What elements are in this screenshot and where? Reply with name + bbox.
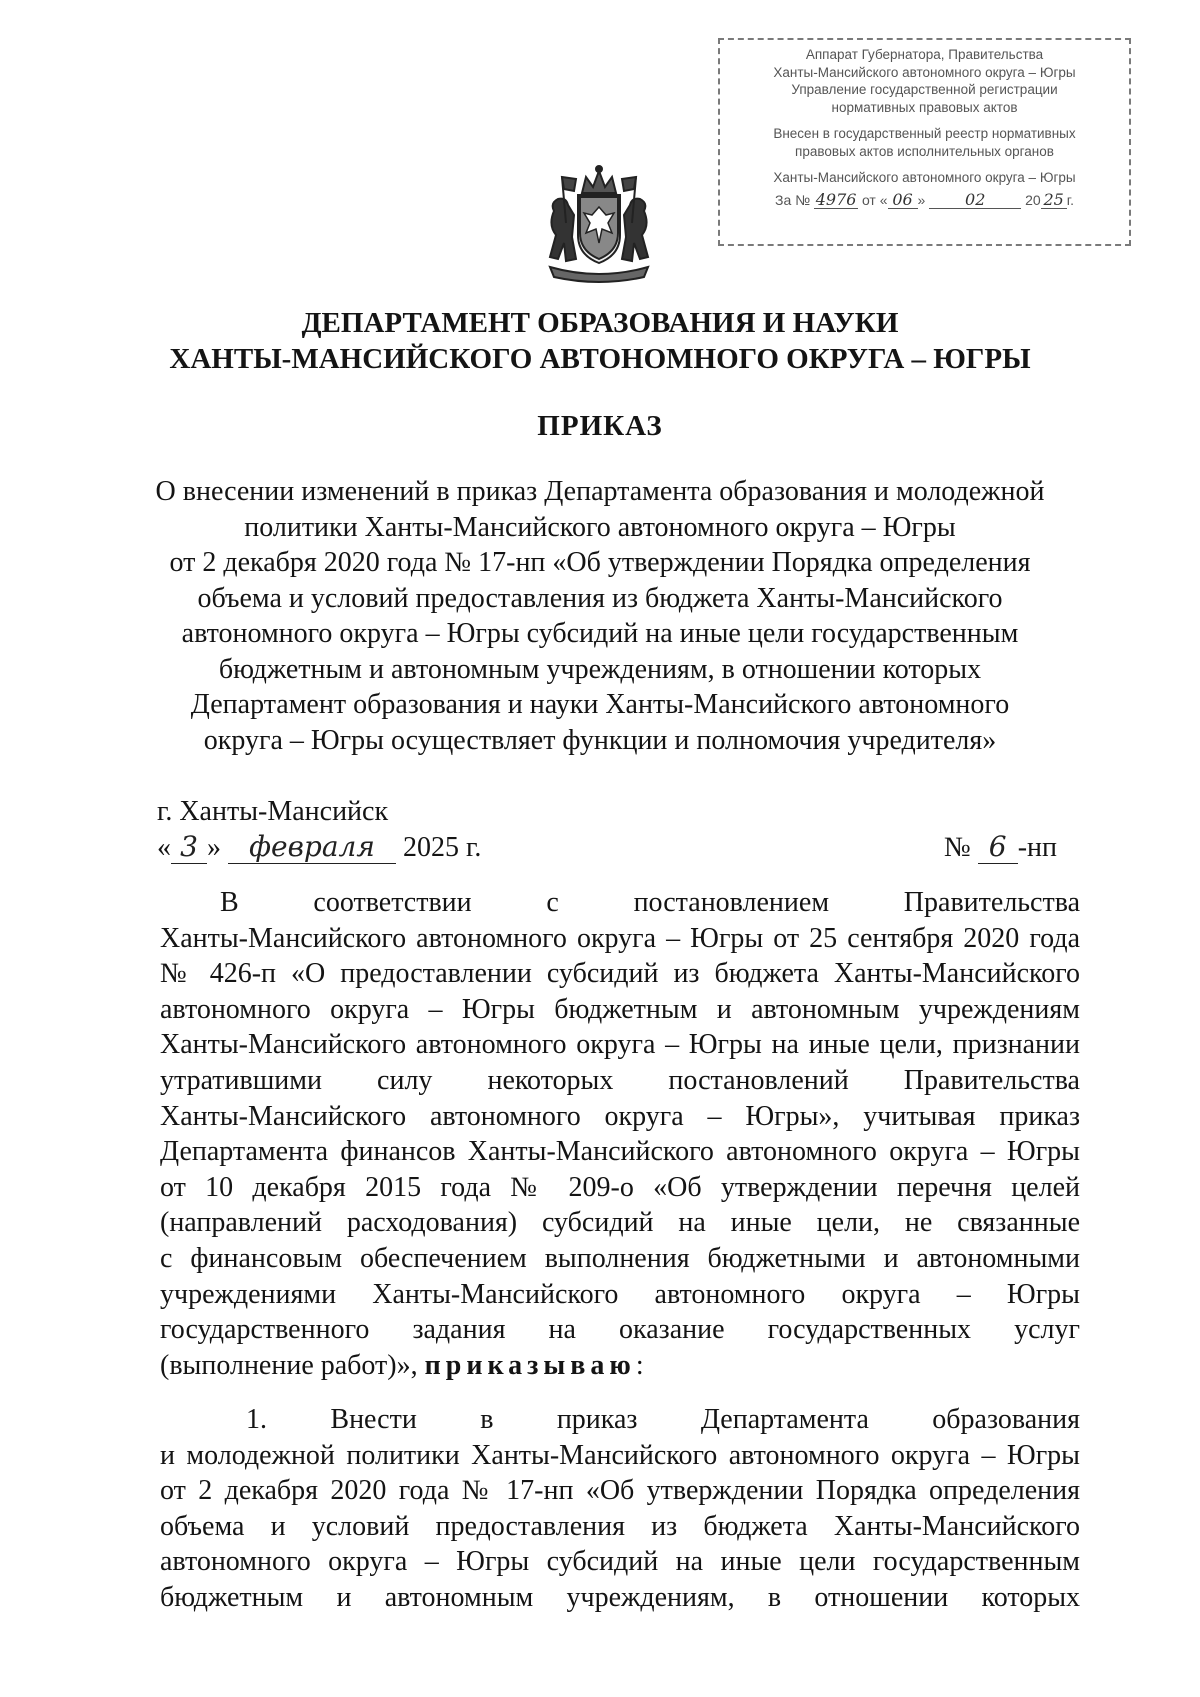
subject-line: политики Ханты-Мансийского автономного округа – Югры: [244, 511, 956, 543]
paragraph-line: Ханты-Мансийского автономного округа – Югры от 25 сентября 2020 года: [160, 922, 1080, 954]
paragraph-line: (направлений расходования) субсидий на иные цели, не связанные: [160, 1207, 1080, 1239]
stamp-reg-from: от «: [861, 191, 888, 208]
stamp-line: Аппарат Губернатора, Правительства: [805, 47, 1044, 62]
command-word: приказываю: [424, 1349, 636, 1381]
paragraph-line: от 2 декабря 2020 года № 17-нп «Об утверждении Порядка определения: [160, 1475, 1080, 1507]
paragraph-line: Ханты-Мансийского автономного округа – Югры», учитывая приказ: [160, 1100, 1080, 1132]
paragraph-line: утратившими силу некоторых постановлений Правительства: [160, 1064, 1080, 1096]
subject-line: О внесении изменений в приказ Департамента образования и молодежной: [155, 476, 1045, 507]
paragraph-line: № 426-п «О предоставлении субсидий из бюджета Ханты-Мансийского: [160, 958, 1080, 990]
number-value: 6: [978, 830, 1018, 864]
stamp-reg-prefix: За №: [775, 191, 811, 208]
subject-line: от 2 декабря 2020 года № 17-нп «Об утверждении Порядка определения: [169, 547, 1031, 578]
stamp-line: Управление государственной регистрации: [791, 82, 1058, 97]
date-day: 3: [171, 830, 207, 864]
paragraph-line: Департамента финансов Ханты-Мансийского автономного округа – Югры: [160, 1136, 1080, 1168]
date-year: 2025 г.: [403, 832, 482, 863]
stamp-line: правовых актов исполнительных органов: [795, 143, 1054, 159]
paragraph-line: (выполнение работ)»,: [160, 1349, 418, 1381]
stamp-reg-g: г.: [1066, 191, 1074, 208]
paragraph-line: автономного округа – Югры бюджетным и автономным учреждениям: [160, 993, 1080, 1025]
number-suffix: -нп: [1017, 832, 1058, 863]
stamp-line: Ханты-Мансийского автономного округа – Югры: [773, 64, 1076, 80]
subject-line: автономного округа – Югры субсидий на иные цели государственным: [181, 618, 1019, 649]
place-of-issue: г. Ханты-Мансийск: [157, 796, 389, 827]
document-type-title: ПРИКАЗ: [537, 410, 663, 442]
paragraph-line: объема и условий предоставления из бюджета Ханты-Мансийского: [160, 1510, 1080, 1542]
stamp-registration-row: [720, 191, 1129, 210]
subject-line: бюджетным и автономным учреждениям, в отношении которых: [218, 653, 982, 685]
paragraph-line: 1. Внести в приказ Департамента образования: [246, 1404, 1080, 1435]
stamp-reg-year-suffix: 25: [1041, 191, 1067, 210]
paragraph-line: от 10 декабря 2015 года № 209-о «Об утверждении перечня целей: [160, 1171, 1080, 1203]
stamp-reg-number: 4976: [815, 189, 857, 209]
stamp-line: Внесен в государственный реестр нормативных: [773, 126, 1076, 141]
order-number: [944, 830, 1057, 864]
date-close-quote: »: [207, 832, 221, 863]
stamp-reg-day: 06: [888, 191, 918, 210]
stamp-reg-close: »: [917, 191, 926, 208]
paragraph-line: учреждениями Ханты-Мансийского автономного округа – Югры: [160, 1278, 1080, 1310]
stamp-line: нормативных правовых актов: [831, 99, 1018, 115]
paragraph-last-line: [160, 1348, 1080, 1384]
preamble-paragraph: [160, 885, 1080, 1383]
item-1-paragraph: [160, 1402, 1080, 1616]
paragraph-line: государственного задания на оказание государственных услуг: [160, 1314, 1080, 1346]
stamp-reg-month: 02: [929, 191, 1021, 210]
paragraph-line: с финансовым обеспечением выполнения бюджетными и автономными: [160, 1242, 1080, 1274]
coat-of-arms-icon: [540, 163, 658, 285]
number-prefix: №: [944, 832, 971, 863]
paragraph-line: В соответствии с постановлением Правительства: [220, 887, 1080, 918]
department-title-line1: ДЕПАРТАМЕНТ ОБРАЗОВАНИЯ И НАУКИ: [301, 307, 899, 339]
date-open-quote: «: [157, 832, 171, 863]
paragraph-line: и молодежной политики Ханты-Мансийского автономного округа – Югры: [160, 1439, 1080, 1471]
paragraph-line: автономного округа – Югры субсидий на иные цели государственным: [160, 1546, 1080, 1578]
issue-date: [157, 830, 481, 864]
paragraph-line: Ханты-Мансийского автономного округа – Югры на иные цели, признании: [160, 1029, 1080, 1061]
subject-line: округа – Югры осуществляет функции и полномочия учредителя»: [203, 724, 997, 756]
date-month: февраля: [228, 830, 396, 864]
subject-line: Департамент образования и науки Ханты-Мансийского автономного: [190, 689, 1010, 720]
stamp-reg-year-prefix: 20: [1025, 191, 1041, 208]
subject-line: объема и условий предоставления из бюджета Ханты-Мансийского: [197, 582, 1003, 614]
order-subject: [120, 474, 1080, 758]
paragraph-line: бюджетным и автономным учреждениям, в отношении которых: [160, 1581, 1080, 1613]
stamp-region: Ханты-Мансийского автономного округа – Югры: [773, 170, 1076, 185]
registration-stamp: [718, 38, 1131, 246]
command-colon: :: [635, 1349, 644, 1381]
department-title-line2: ХАНТЫ-МАНСИЙСКОГО АВТОНОМНОГО ОКРУГА – ЮГРЫ: [169, 343, 1031, 375]
